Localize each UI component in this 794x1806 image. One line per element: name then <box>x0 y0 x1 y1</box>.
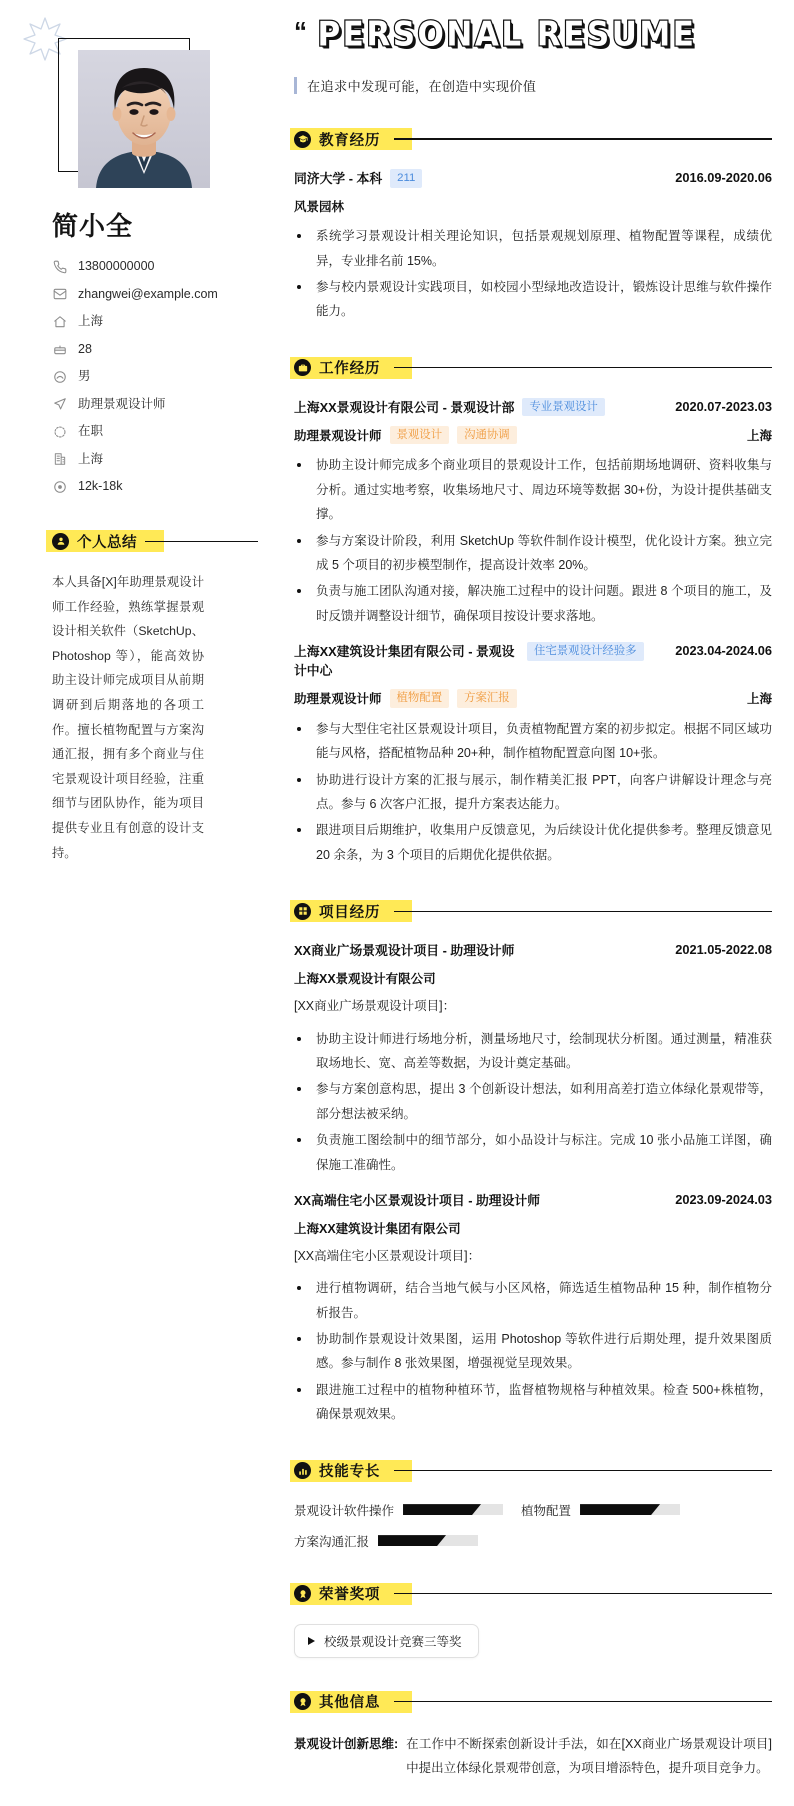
project-company: 上海XX建筑设计集团有限公司 <box>294 1222 461 1237</box>
section-title-education: 教育经历 <box>319 132 381 149</box>
person-icon <box>52 533 69 550</box>
list-item: 跟进项目后期维护，收集用户反馈意见，为后续设计优化提供参考。整理反馈意见 20 余条，为 3 个项目的后期优化提供依据。 <box>294 818 772 867</box>
other-info-key: 景观设计创新思维: <box>294 1736 399 1751</box>
header-subtitle <box>294 76 772 95</box>
education-bullets <box>294 224 772 324</box>
status-icon <box>52 424 67 439</box>
work-role-tag: 景观设计 <box>390 426 450 445</box>
list-item: 进行植物调研，结合当地气候与小区风格，筛选适生植物品种 15 种，制作植物分析报告。 <box>294 1276 772 1325</box>
contact-workplace <box>52 452 254 467</box>
section-heading-skills <box>294 1457 772 1485</box>
subtitle-accent-bar <box>294 77 297 94</box>
honor-label: 校级景观设计竞赛三等奖 <box>324 1634 462 1649</box>
contact-gender-value: 男 <box>78 369 91 383</box>
cap-icon <box>294 131 311 148</box>
contact-status-value: 在职 <box>78 424 104 438</box>
list-item: 参与方案设计阶段，利用 SketchUp 等软件制作设计模型，优化设计方案。独立完成 5 个项目的初步模型制作，提高设计效率 20%。 <box>294 529 772 578</box>
quote-icon: “ <box>294 16 307 46</box>
education-school-group <box>294 169 665 188</box>
contact-age <box>52 342 254 357</box>
award-icon <box>294 1693 311 1710</box>
list-item: 负责施工图绘制中的细节部分，如小品设计与标注。完成 10 张小品施工详图，确保施工准确性。 <box>294 1128 772 1177</box>
work-entry <box>294 642 772 867</box>
project-date: 2023.09-2024.03 <box>675 1191 772 1207</box>
heading-rule <box>394 367 772 368</box>
work-entry-header <box>294 398 772 417</box>
subtitle-text: 在追求中发现可能，在创造中实现价值 <box>307 79 537 94</box>
skill-progress-fill <box>403 1504 481 1515</box>
skill-progress-fill <box>580 1504 660 1515</box>
work-location: 上海 <box>746 692 772 707</box>
work-entry <box>294 398 772 628</box>
list-item: 系统学习景观设计相关理论知识，包括景观规划原理、植物配置等课程，成绩优异，专业排名前 15%。 <box>294 224 772 273</box>
list-item: 协助进行设计方案的汇报与展示，制作精美汇报 PPT，向客户讲解设计理念与亮点。参与 6 次客户汇报，提升方案表达能力。 <box>294 768 772 817</box>
work-company-group <box>294 398 665 417</box>
project-name: XX商业广场景观设计项目 - 助理设计师 <box>294 943 515 959</box>
list-item: 协助制作景观设计效果图，运用 Photoshop 等软件进行后期处理，提升效果图质感。参与制作 8 张效果图，增强视觉呈现效果。 <box>294 1327 772 1376</box>
work-entry-header <box>294 642 772 680</box>
work-location: 上海 <box>746 428 772 443</box>
section-heading-projects <box>294 897 772 925</box>
person-name: 简小全 <box>52 211 134 241</box>
sidebar <box>0 0 280 895</box>
contact-city-value: 上海 <box>78 314 104 328</box>
project-entry-header <box>294 941 772 960</box>
project-bullets <box>294 1027 772 1177</box>
heading-rule <box>394 1593 772 1594</box>
education-school: 同济大学 - 本科 <box>294 171 383 186</box>
work-date: 2023.04-2024.06 <box>675 643 772 659</box>
section-heading-education <box>294 125 772 153</box>
work-company-group <box>294 642 665 680</box>
work-bullets <box>294 453 772 628</box>
list-item: 参与方案创意构思，提出 3 个创新设计想法，如利用高差打造立体绿化景观带等，部分想法被采纳。 <box>294 1077 772 1126</box>
mail-icon <box>52 287 67 302</box>
target-icon <box>52 397 67 412</box>
project-company: 上海XX景观设计有限公司 <box>294 972 436 987</box>
header-title-block <box>288 15 772 54</box>
gender-icon <box>52 369 67 384</box>
contact-email <box>52 287 254 302</box>
work-role-group <box>294 426 737 445</box>
project-label: [XX商业广场景观设计项目]： <box>294 999 456 1014</box>
skills-list <box>294 1501 772 1550</box>
summary-text: 本人具备[X]年助理景观设计师工作经验，熟练掌握景观设计相关软件（SketchUp、Photoshop 等），能高效协助主设计师完成项目从前期调研到后期落地的各项工作。擅长植物配置与方案沟通汇报，拥有多个商业与住宅景观设计项目经验，注重细节与团队协作，能为项目提供专业且有创意的设计支持。 <box>52 575 204 860</box>
skill-item <box>294 1532 478 1550</box>
contact-salary-value: 12k-18k <box>78 479 123 493</box>
work-role: 助理景观设计师 <box>294 428 382 443</box>
skill-item <box>294 1501 503 1519</box>
work-role-row <box>294 426 772 445</box>
contact-phone-value: 13800000000 <box>78 259 155 273</box>
building-icon <box>52 452 67 467</box>
heading-rule <box>394 138 772 139</box>
list-item: 参与大型住宅社区景观设计项目，负责植物配置方案的初步拟定。根据不同区域功能与风格，搭配植物品种 20+种，制作植物配置意向图 10+张。 <box>294 717 772 766</box>
education-entry-header <box>294 169 772 188</box>
work-role: 助理景观设计师 <box>294 692 382 707</box>
summary-section <box>52 528 254 865</box>
project-name-group <box>294 1191 665 1210</box>
project-entry <box>294 941 772 1177</box>
work-role-group <box>294 689 737 708</box>
section-heading-honors <box>294 1580 772 1608</box>
salary-icon <box>52 479 67 494</box>
work-role-tag: 方案汇报 <box>457 689 517 708</box>
other-info-value: 在工作中不断探索创新设计手法，如在[XX商业广场景观设计项目]中提出立体绿化景观带创意，为项目增添特色，提升项目竞争力。 <box>406 1736 772 1775</box>
page-title: PERSONAL RESUME <box>317 15 697 54</box>
skill-progress-track <box>378 1535 478 1546</box>
contact-position-value: 助理景观设计师 <box>78 396 166 411</box>
contact-salary <box>52 479 254 494</box>
project-bullets <box>294 1276 772 1426</box>
contact-email-value: zhangwei@example.com <box>78 286 218 301</box>
education-date: 2016.09-2020.06 <box>675 170 772 185</box>
work-role-tag: 沟通协调 <box>457 426 517 445</box>
avatar <box>78 50 210 188</box>
section-title-honors: 荣誉奖项 <box>319 1587 381 1604</box>
section-title-projects: 项目经历 <box>319 904 381 921</box>
main-column <box>280 0 794 1806</box>
chart-icon <box>294 1462 311 1479</box>
list-item: 协助主设计师进行场地分析，测量场地尺寸，绘制现状分析图。通过测量，精准获取场地长、宽、高差等数据，为设计奠定基础。 <box>294 1027 772 1076</box>
work-company-tag: 住宅景观设计经验多 <box>527 642 644 661</box>
section-title-work: 工作经历 <box>319 361 381 378</box>
project-name: XX高端住宅小区景观设计项目 - 助理设计师 <box>294 1192 540 1208</box>
heading-rule <box>145 541 258 542</box>
project-date: 2021.05-2022.08 <box>675 942 772 958</box>
work-bullets <box>294 717 772 867</box>
list-item: 负责与施工团队沟通对接，解决施工过程中的设计问题。跟进 8 个项目的施工，及时反馈并调整设计细节，确保项目按设计要求落地。 <box>294 579 772 628</box>
list-item: 跟进施工过程中的植物种植环节，监督植物规格与种植效果。检查 500+株植物，确保景观效果。 <box>294 1378 772 1427</box>
work-company: 上海XX景观设计有限公司 - 景观设计部 <box>294 399 515 415</box>
skill-label: 景观设计软件操作 <box>294 1503 395 1518</box>
contact-phone <box>52 259 254 274</box>
skill-progress-track <box>580 1504 680 1515</box>
heading-rule <box>394 911 772 912</box>
skill-progress-track <box>403 1504 503 1515</box>
contact-age-value: 28 <box>78 341 92 356</box>
heading-rule <box>394 1470 772 1471</box>
section-heading-other <box>294 1688 772 1716</box>
contact-status <box>52 424 254 439</box>
skill-item <box>521 1501 680 1519</box>
skill-progress-fill <box>378 1535 446 1546</box>
education-entry <box>294 169 772 324</box>
list-item: 参与校内景观设计实践项目，如校园小型绿地改造设计，锻炼设计思维与软件操作能力。 <box>294 275 772 324</box>
other-info-item <box>294 1732 772 1781</box>
education-tag: 211 <box>390 169 422 188</box>
contact-workplace-value: 上海 <box>78 451 104 466</box>
list-item: 协助主设计师完成多个商业项目的景观设计工作，包括前期场地调研、资料收集与分析。通过实地考察，收集场地尺寸、周边环境等数据 30+份，为设计提供基础支撑。 <box>294 453 772 526</box>
project-name-group <box>294 941 665 960</box>
contact-position <box>52 397 254 412</box>
heading-rule <box>394 1701 772 1702</box>
section-heading-work <box>294 354 772 382</box>
work-company: 上海XX建筑设计集团有限公司 - 景观设计中心 <box>294 644 515 679</box>
project-label: [XX高端住宅小区景观设计项目]： <box>294 1249 481 1264</box>
work-role-row <box>294 689 772 708</box>
education-major: 风景园林 <box>294 200 345 215</box>
summary-heading <box>52 528 254 554</box>
work-company-tag: 专业景观设计 <box>522 398 604 417</box>
contact-list <box>52 259 254 494</box>
summary-title: 个人总结 <box>77 534 137 551</box>
grid-icon <box>294 903 311 920</box>
home-icon <box>52 314 67 329</box>
phone-icon <box>52 259 67 274</box>
photo-block <box>52 24 222 184</box>
work-role-tag: 植物配置 <box>390 689 450 708</box>
project-entry <box>294 1191 772 1427</box>
contact-city <box>52 314 254 329</box>
award-icon <box>294 1585 311 1602</box>
section-title-skills: 技能专长 <box>319 1464 381 1481</box>
skill-label: 植物配置 <box>521 1503 572 1518</box>
work-date: 2020.07-2023.03 <box>675 398 772 414</box>
section-title-other: 其他信息 <box>319 1695 381 1712</box>
project-entry-header <box>294 1191 772 1210</box>
cake-icon <box>52 342 67 357</box>
contact-gender <box>52 369 254 384</box>
skill-label: 方案沟通汇报 <box>294 1534 370 1549</box>
